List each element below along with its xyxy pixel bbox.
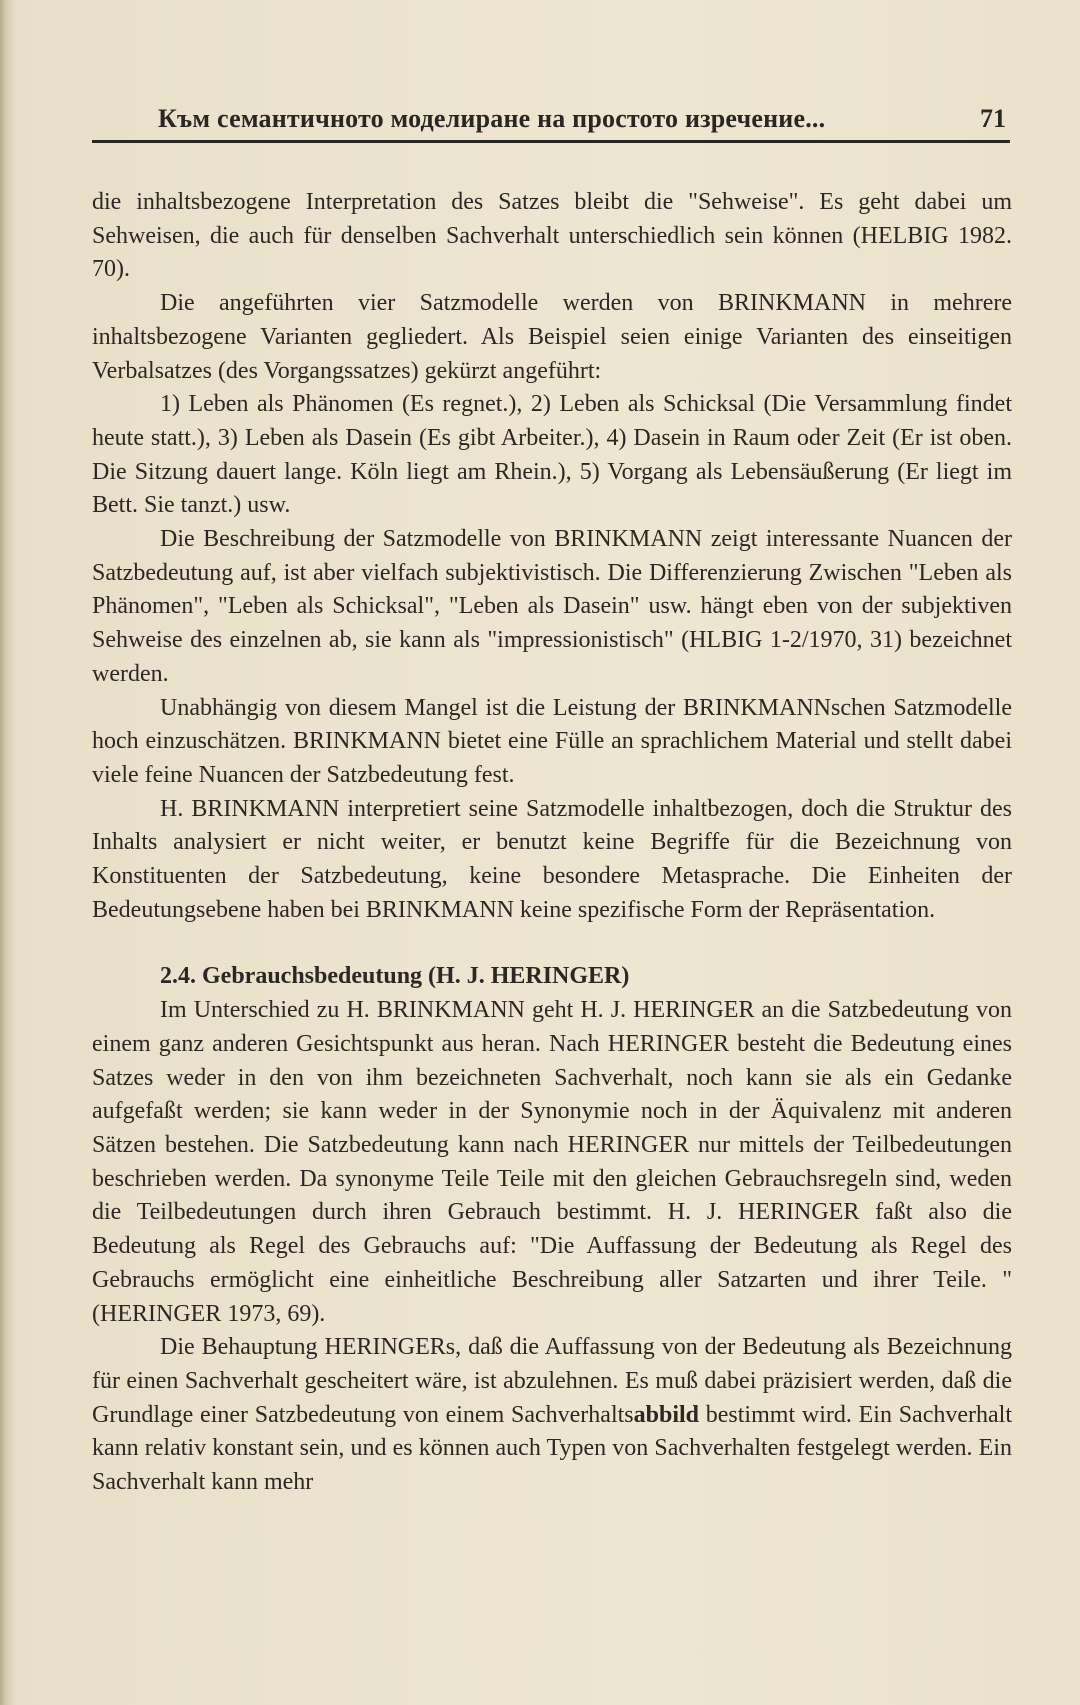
section-heading: 2.4. Gebrauchsbedeutung (H. J. HERINGER) bbox=[160, 963, 630, 990]
paragraph bbox=[92, 1331, 1012, 1500]
paragraph: H. BRINKMANN interpretiert seine Satzmodelle inhaltbezogen, doch die Struktur des Inhalts analysiert er nicht weiter, er benutzt keine Begriffe für die Bezeichnung von Konstituenten der Satzbedeutung, keine besondere Metasprache. Die Einheiten der Bedeutungsebene haben bei BRINKMANN keine spezifische Form der Repräsentation. bbox=[92, 795, 1012, 923]
paragraph-list: 1) Leben als Phänomen (Es regnet.), 2) Leben als Schicksal (Die Versammlung findet heute statt.), 3) Leben als Dasein (Es gibt Arbeiter.), 4) Dasein in Raum oder Zeit (Er ist oben. Die Sitzung dauert lange. Köln liegt am Rhein.), 5) Vorgang als Lebensäußerung (Er liegt im Bett. Sie tanzt.) usw. bbox=[92, 391, 1012, 519]
bold-text-run: abbild bbox=[633, 1401, 700, 1428]
text-run: bestimmt wird. Ein Sachverhalt kann relativ konstant sein, und es können auch Typen von Sachverhalten festgelegt werden. Ein Sachverhalt kann mehr bbox=[92, 1401, 1012, 1496]
paragraph: die inhaltsbezogene Interpretation des Satzes bleibt die "Sehweise". Es geht dabei um Sehweisen, die auch für denselben Sachverhalt unterschiedlich sein können (HELBIG 1982. 70). bbox=[92, 189, 1012, 283]
paragraph: Unabhängig von diesem Mangel ist die Leistung der BRINKMANNschen Satzmodelle hoch einzuschätzen. BRINKMANN bietet eine Fülle an sprachlichem Material und stellt dabei viele feine Nuancen der Satzbedeutung fest. bbox=[92, 694, 1012, 788]
body-text bbox=[92, 186, 1012, 1500]
paragraph: Die angeführten vier Satzmodelle werden von BRINKMANN in mehrere inhaltsbezogene Varianten gegliedert. Als Beispiel seien einige Varianten des einseitigen Verbalsatzes (des Vorgangssatzes) gekürzt angeführt: bbox=[92, 290, 1012, 384]
page-number: 71 bbox=[980, 104, 1006, 133]
text-run: Die Behauptung HERINGERs, daß die Auffassung von der Bedeutung als Bezeichnung für einen Sachverhalt gescheitert wäre, ist abzulehnen. Es muß dabei präzisiert werden, daß die Grundlage einer Satzbedeutung von einem Sachverhalts bbox=[92, 1334, 1012, 1428]
running-title: Към семантичното моделиране на простото изречение... bbox=[158, 104, 826, 133]
paragraph: Die Beschreibung der Satzmodelle von BRINKMANN zeigt interessante Nuancen der Satzbedeutung auf, ist aber vielfach subjektivistisch. Die Differenzierung Zwischen "Leben als Phänomen", "Leben als Schicksal", "Leben als Dasein" usw. hängt eben von der subjektiven Sehweise des einzelnen ab, sie kann als "impressionistisch" (HLBIG 1-2/1970, 31) bezeichnet werden. bbox=[92, 526, 1012, 687]
page-header bbox=[92, 100, 1010, 143]
paragraph: Im Unterschied zu H. BRINKMANN geht H. J. HERINGER an die Satzbedeutung von einem ganz anderen Gesichtspunkt aus heran. Nach HERINGER besteht die Bedeutung eines Satzes weder in den von ihm bezeichneten Sachverhalt, noch kann sie als ein Gedanke aufgefaßt werden; sie kann weder in der Synonymie noch in der Äquivalenz mit anderen Sätzen bestehen. Die Satzbedeutung kann nach HERINGER nur mittels der Teilbedeutungen beschrieben werden. Da synonyme Teile Teile mit den gleichen Gebrauchsregeln sind, weden die Teilbedeutungen durch ihren Gebrauch bestimmt. H. J. HERINGER faßt also die Bedeutung als Regel des Gebrauchs auf: "Die Auffassung der Bedeutung als Regel des Gebrauchs ermöglicht eine einheitliche Beschreibung aller Satzarten und ihrer Teile. "(HERINGER 1973, 69). bbox=[92, 997, 1012, 1327]
